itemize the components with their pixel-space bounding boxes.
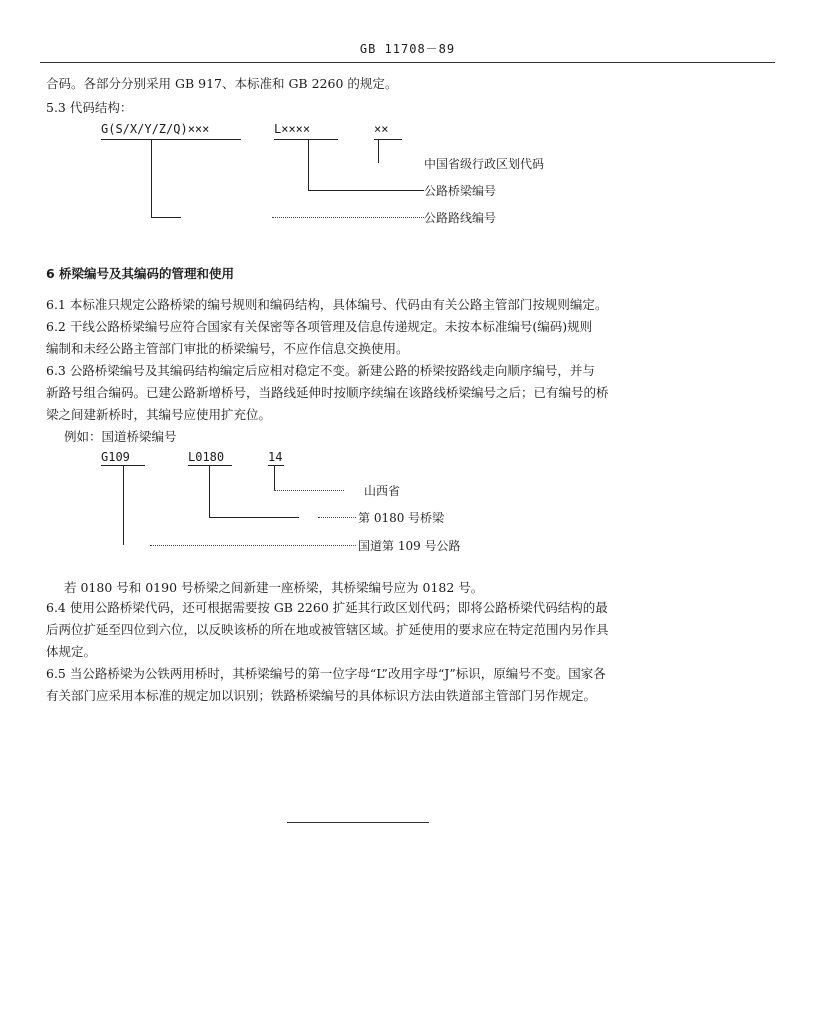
paragraph-6-1 bbox=[46, 294, 676, 316]
code-route-part: G(S/X/Y/Z/Q)××× bbox=[101, 122, 210, 136]
code-route-underline bbox=[101, 139, 241, 140]
paragraph-line: 后两位扩延至四位到六位，以反映该桥的所在地或被管辖区域。扩延使用的要求应在特定范围内另作具 bbox=[46, 622, 609, 637]
code-region-part: ×× bbox=[374, 122, 389, 136]
paragraph-line: 6.1 本标准只规定公路桥梁的编号规则和编码结构，具体编号、代码由有关公路主管部门按规则编定。 bbox=[46, 297, 608, 312]
paragraph-line: 编制和未经公路主管部门审批的桥梁编号，不应作信息交换使用。 bbox=[46, 341, 409, 356]
paragraph-6-2 bbox=[46, 316, 676, 360]
paragraph-line: 新路号组合编码。已建公路新增桥号，当路线延伸时按顺序续编在该路线桥梁编号之后；已有编号的桥 bbox=[46, 385, 609, 400]
section-6-heading: 6 桥梁编号及其编码的管理和使用 bbox=[46, 266, 235, 281]
region-code-label: 中国省级行政区划代码 bbox=[424, 157, 545, 171]
paragraph-line: 梁之间建新桥时，其编号应使用扩充位。 bbox=[46, 407, 272, 422]
end-of-standard-rule bbox=[287, 822, 429, 823]
example-bridge-label: 第 0180 号桥梁 bbox=[358, 511, 445, 525]
route-leader-horizontal-a bbox=[151, 217, 181, 218]
example-bridge-underline bbox=[188, 465, 232, 466]
example-region-label: 山西省 bbox=[364, 484, 401, 498]
code-bridge-underline bbox=[274, 139, 338, 140]
route-number-label: 公路路线编号 bbox=[424, 211, 497, 225]
intro-line: 合码。各部分分别采用 GB 917、本标准和 GB 2260 的规定。 bbox=[46, 76, 398, 91]
example-region-code: 14 bbox=[268, 450, 283, 464]
header-rule bbox=[40, 62, 775, 63]
paragraph-line: 体规定。 bbox=[46, 644, 97, 659]
paragraph-line: 6.3 公路桥梁编号及其编码结构编定后应相对稳定不变。新建公路的桥梁按路线走向顺序编号，并与 bbox=[46, 363, 595, 378]
section-5-3-title: 5.3 代码结构： bbox=[46, 100, 133, 115]
paragraph-line: 6.2 干线公路桥梁编号应符合国家有关保密等各项管理及信息传递规定。未按本标准编号(编码)规则 bbox=[46, 319, 593, 334]
example-bridge-leader-horizontal-b bbox=[318, 517, 356, 518]
example-route-leader-vertical bbox=[123, 465, 124, 545]
example-title: 例如：国道桥梁编号 bbox=[64, 429, 177, 444]
example-region-leader-vertical bbox=[274, 465, 275, 490]
example-region-leader-horizontal bbox=[274, 490, 344, 491]
paragraph-6-4 bbox=[46, 597, 676, 663]
paragraph-6-5 bbox=[46, 663, 676, 707]
example-route-leader-horizontal bbox=[150, 545, 356, 546]
region-leader-vertical bbox=[378, 139, 379, 163]
example-note: 若 0180 号和 0190 号桥梁之间新建一座桥梁，其桥梁编号应为 0182 号。 bbox=[64, 580, 484, 595]
example-route-code: G109 bbox=[101, 450, 130, 464]
route-leader-vertical bbox=[151, 139, 152, 217]
example-bridge-leader-horizontal-a bbox=[209, 517, 299, 518]
example-route-label: 国道第 109 号公路 bbox=[358, 539, 461, 553]
example-bridge-code: L0180 bbox=[188, 450, 225, 464]
example-region-underline bbox=[268, 465, 284, 466]
route-leader-horizontal-b bbox=[272, 217, 424, 218]
paragraph-line: 6.5 当公路桥梁为公铁两用桥时，其桥梁编号的第一位字母“L”改用字母“J”标识，原编号不变。国家各 bbox=[46, 666, 606, 681]
bridge-number-label: 公路桥梁编号 bbox=[424, 184, 497, 198]
paragraph-line: 有关部门应采用本标准的规定加以识别；铁路桥梁编号的具体标识方法由铁道部主管部门另作规定。 bbox=[46, 688, 597, 703]
example-bridge-leader-vertical bbox=[209, 465, 210, 517]
standard-number-header: GB 11708－89 bbox=[359, 42, 456, 56]
paragraph-line: 6.4 使用公路桥梁代码，还可根据需要按 GB 2260 扩延其行政区划代码；即将公路桥梁代码结构的最 bbox=[46, 600, 608, 615]
paragraph-6-3 bbox=[46, 360, 676, 426]
bridge-leader-vertical bbox=[308, 139, 309, 190]
bridge-leader-horizontal bbox=[308, 190, 424, 191]
code-bridge-part: L×××× bbox=[274, 122, 311, 136]
